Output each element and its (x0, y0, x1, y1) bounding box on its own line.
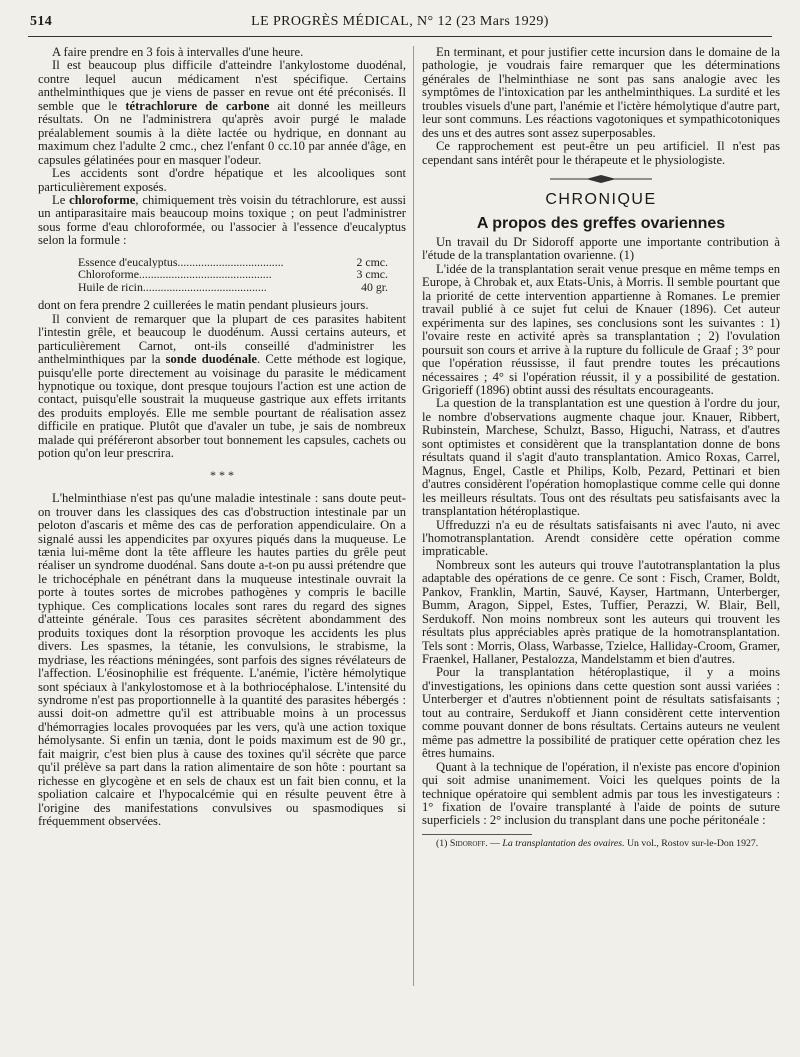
paragraph: Les accidents sont d'ordre hépatique et les alcooliques sont particulièrement exposés. (38, 166, 406, 194)
paragraph: Pour la transplantation hétéroplastique, il y a moins d'investigations, les opinions dans cette question sont aussi variées : Unterberger et d'autres n'obtiennent point de résultats satisfaisants ; tout au contraire, Serdukoff et Jiann considèrent cette intervention comme pouvant donner de bons résultats. Certains auteurs ne veulent même pas admettre la possibilité de pratiquer cette opération chez les êtres humains. (422, 665, 780, 761)
right-column (422, 46, 780, 849)
paragraph: L'helminthiase n'est pas qu'une maladie intestinale : sans doute peut-on trouver dans les classiques des cas d'obstruction intestinale par un peloton d'ascaris et même des cas de perforation appendiculaire. On a signalé aussi les appendicites par oxyures piqués dans la muqueuse. Le tænia lui-même dont la tête affleure les hautes parties du grêle peut réaliser un syndrome duodénal. Sans doute a-t-on pu aussi prétendre que le trichocéphale en pénétrant dans la muqueuse intestinale ouvrait la porte à toutes sortes de microbes pathogènes y compris le bacille typhique. Ces complications locales sont rares du regard des signes d'atteinte générale. Tous ces parasites sécrètent abondamment des produits toxiques dont la résorption provoque les accidents les plus divers. Les spasmes, la tétanie, les convulsions, le strabisme, la mydriase, les réactions méningées, sont parfois des signes révélateurs de l'affection. L'éosinophilie est fréquente. L'anémie, l'ictère hémolytique sont spéciaux à l'ankylostomose et à la bothriocéphalose. L'intensité du syndrome n'est pas proportionnelle à la quantité des parasites hébergés : aussi doit-on admettre qu'il est attribuable moins à un processus d'hémorragies locales provoquées par les vers, qu'à une action toxique hémolysante. Si enfin un tænia, dont le poids maximum est de 90 gr., fait maigrir, c'est bien plus à cause des toxines qu'il sécrète que parce qu'il prélève sa part dans la ration alimentaire de son hôte : pourtant sa richesse en glycogène et en sels de chaux est un fait bien connu, et la spoliation calcaire et l'hypocalcémie qui en résulte peuvent être à l'origine des manifestations convulsives ou spasmodiques si fréquemment observées. (38, 491, 406, 829)
footnote-rule (422, 834, 532, 835)
recipe-row: Chloroforme............................................. 3 cmc. (78, 267, 388, 282)
paragraph: Nombreux sont les auteurs qui trouve l'autotransplantation la plus adaptable des opérations de ce genre. Ce sont : Fisch, Cramer, Boldt, Pankov, Franklin, Martin, Sauvé, Kayser, Hartmann, Unterberger, Bumm, Aragon, Sippel, Estes, Tuffier, Perazzi, W. Blair, Bell, Serdukoff. Non moins nombreux sont les auteurs qui trouvent les résultats plus appréciables après pratique de la homotransplantation. Tels sont : Morris, Olass, Warbasse, Tzielce, Halliday-Croom, Gramer, Fraenkel, Hallaner, Pestalozza, Mandelstamm et bien d'autres. (422, 557, 780, 667)
section-heading: CHRONIQUE (545, 191, 657, 209)
footnote: (1) Sidoroff. — La transplantation des ovaires. Un vol., Rostov sur-le-Don 1927. (436, 837, 759, 849)
section-asterism: * * * (210, 467, 234, 482)
paragraph: Uffreduzzi n'a eu de résultats satisfaisants ni avec l'auto, ni avec l'homotransplantation. Arendt considère cette opération comme impraticable. (422, 517, 780, 559)
paragraph: En terminant, et pour justifier cette incursion dans le domaine de la pathologie, je voudrais faire remarquer que les déterminations générales de l'helminthiase ne sont pas sans analogie avec les symptômes de l'intoxication par les anthelminthiques. La surdité et les troubles visuels d'une part, l'anémie et l'ictère hémolytique d'autre part, leur sont communs. Les réactions vagotoniques et sympathicotoniques des uns et des autres sont assez superposables. (422, 45, 780, 140)
journal-title: LE PROGRÈS MÉDICAL, N° 12 (23 Mars 1929) (251, 14, 549, 29)
term-sonde-duodenale: sonde duodénale (165, 352, 257, 367)
column-divider (413, 46, 414, 986)
recipe-row: Huile de ricin.......................................... 40 gr. (78, 279, 388, 294)
paragraph: L'idée de la transplantation serait venue presque en même temps en Europe, à Chrobak et, aux Etats-Unis, à Morris. Il semble pourtant que la priorité de cette intervention appartienne à Romanes. Le premier travail publié à ce sujet fut celui de Knauer (1896). Cet auteur expérimenta sur des lapines, ses conclusions sont les suivantes : 1) l'ovaire reste en activité après sa transplantation ; 2) l'ovulation poursuit son cours et arrive à la rupture du follicule de Graaf ; 3° pour que l'opération réussisse, il faut prendre toutes les précautions nécessaires ; 4° si l'opération réussit, il y a possibilité de gestation. Grigorieff (1896) obtint aussi des résultats encourageants. (422, 261, 780, 397)
paragraph: Quant à la technique de l'opération, il n'existe pas encore d'opinion qui soit admise unanimement. Voici les quelques points de la technique opératoire qui semblent admis par tous les investigateurs : 1° fixation de l'ovaire transplanté à l'aide de points de suture superficiels : 2° inclusion du transplant dans une poche péritonéale : (422, 759, 780, 828)
article-headline: A propos des greffes ovariennes (476, 214, 726, 232)
recipe-row: Essence d'eucalyptus.................................... 2 cmc. (78, 254, 388, 269)
page-number: 514 (30, 14, 53, 29)
recipe-formula (78, 256, 406, 294)
running-head (30, 12, 770, 34)
term-tetrachlorure: tétrachlorure de carbone (125, 98, 270, 113)
paragraph: A faire prendre en 3 fois à intervalles d'une heure. (52, 45, 304, 59)
paragraph: Il convient de remarquer que la plupart de ces parasites habitent l'intestin grêle, et beaucoup le duodénum. Aussi certains auteurs, et particulièrement Carnot, ont-ils conseillé d'administrer les anthelminthiques par la sonde duodénale. Cette méthode est logique, puisqu'elle porte directement au voisinage du parasite le médicament hypnotique ou toxique, dont presque toujours l'action est une action de contact, puisqu'elle soustrait la muqueuse gastrique aux effets irritants des produits employés. Elle me semble pourtant de réalisation assez difficile en pratique. Plutôt que d'avaler un tube, je sais de nombreux malade qui préféreront absorber tout bonnement les capsules, cachets ou potion qu'on leur prescrira. (38, 311, 406, 461)
left-column (38, 46, 406, 829)
paragraph: La question de la transplantation est une question à l'ordre du jour, le nombre d'observations augmente chaque jour. Knauer, Ribbert, Rubinstein, Marchese, Schulzt, Basso, Higuchi, Natrass, et d'autres sont optimistes et considèrent que la transplantation donne de bons résultats quand il s'agit d'auto transplantation. Amico Roxas, Carrel, Magnus, Engel, Castle et Philips, Kolb, Pezard, Pettinari et bien d'autres considèrent l'opération homoplastique comme celle qui donne les meilleurs résultats. Tous ont des résultats peu satisfaisants avec la transplantation hétéroplastique. (422, 396, 780, 519)
paragraph: Il est beaucoup plus difficile d'atteindre l'ankylostome duodénal, contre lequel aucun médicament n'est spécifique. Certains anthelminthiques que je viens de passer en revue ont été préconisés. Il semble que le tétrachlorure de carbone ait donné les meilleurs résultats. On ne l'administrera qu'après avoir purgé le malade préalablement soumis à la diète lactée ou hydrique, en donnant au maximum chez l'adulte 2 cmc., chez l'enfant 0 cc.10 par année d'âge, en capsules gélatinées pour en masquer l'odeur. (38, 58, 407, 167)
header-rule (28, 36, 772, 37)
paragraph: Le chloroforme, chimiquement très voisin du tétrachlorure, est aussi un antiparasitaire mais beaucoup moins toxique ; on peut l'administrer sous forme d'eau chloroformée, ou l'associer à l'essence d'eucalyptus selon la formule : (38, 192, 406, 248)
paragraph: dont on fera prendre 2 cuillerées le matin pendant plusieurs jours. (38, 298, 369, 313)
paragraph: Un travail du Dr Sidoroff apporte une importante contribution à l'étude de la transplantation ovarienne. (1) (422, 234, 780, 263)
ornament-rule-icon (546, 173, 656, 185)
paragraph: Ce rapprochement est peut-être un peu artificiel. Il n'est pas cependant sans intérêt pour le thérapeute et le physiologiste. (422, 139, 780, 167)
term-chloroforme: chloroforme (69, 192, 136, 207)
